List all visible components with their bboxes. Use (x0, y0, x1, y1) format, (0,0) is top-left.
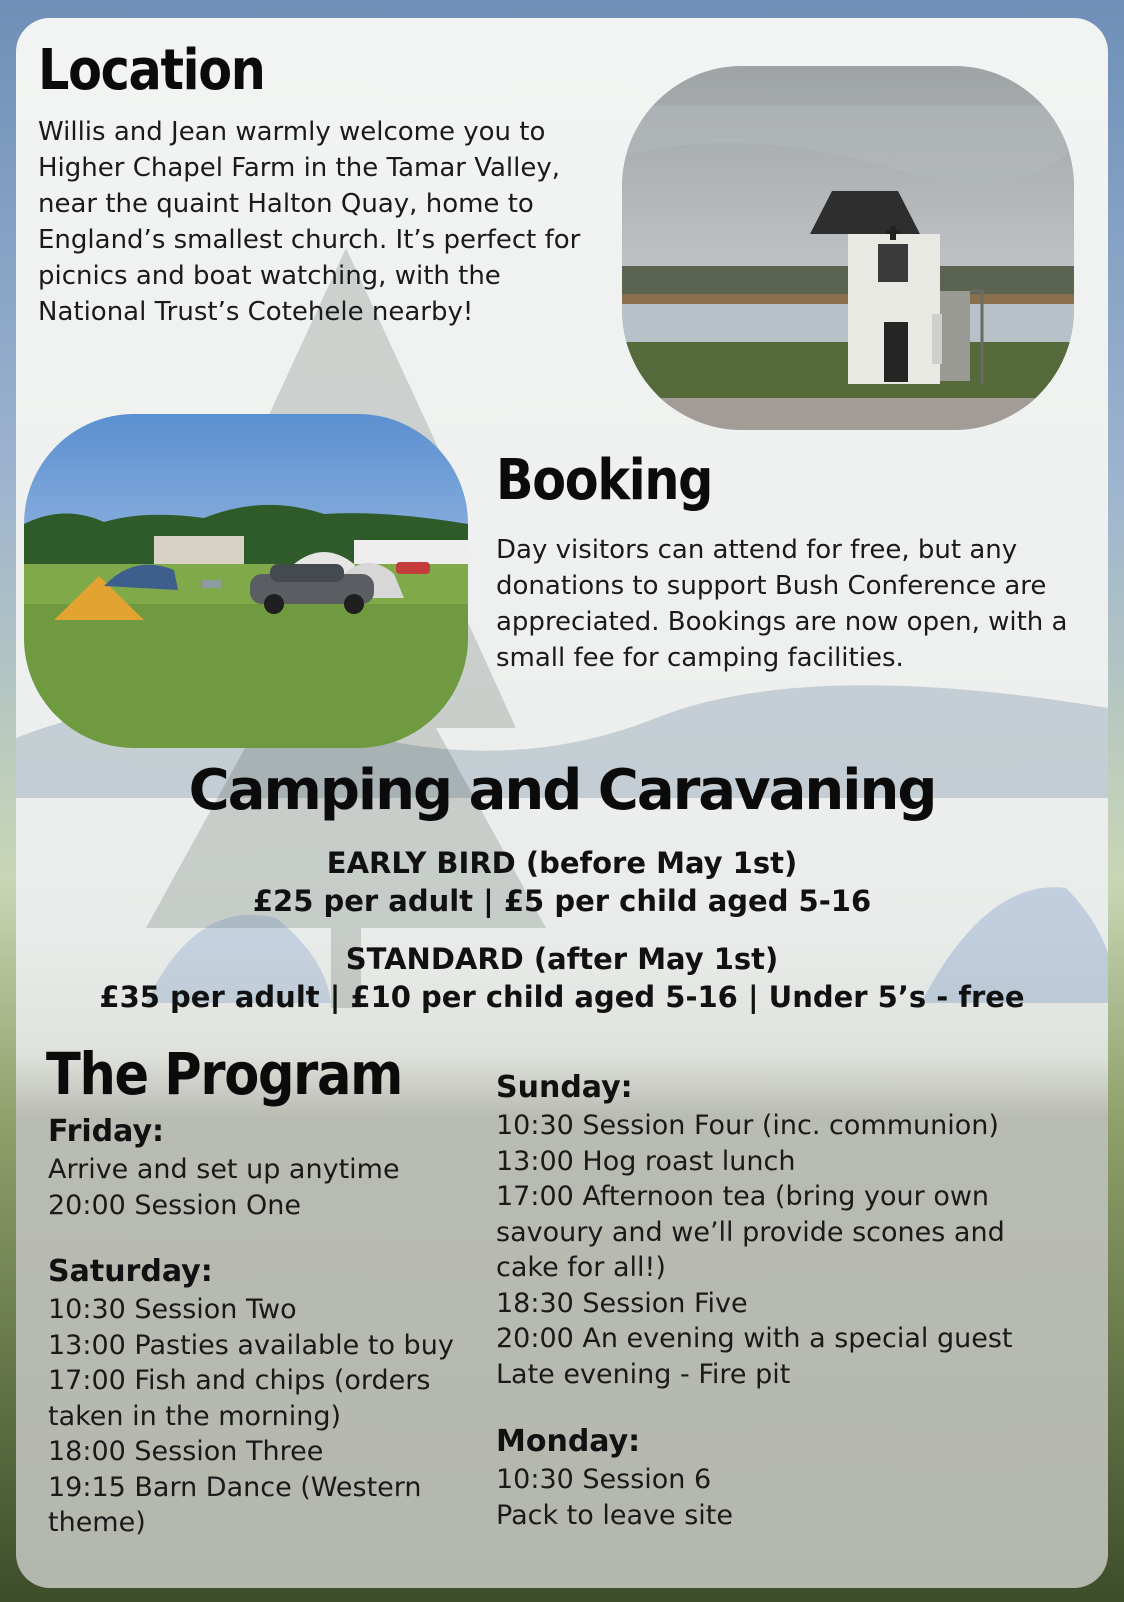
booking-description: Day visitors can attend for free, but any donations to support Bush Conference are appreciated. Bookings are now open, with a small fee for camping facilities. (496, 535, 1068, 673)
location-heading: Location (38, 38, 265, 103)
sunday-schedule (496, 1108, 1066, 1392)
early-bird-prices: £25 per adult | £5 per child aged 5-16 (252, 884, 872, 918)
flyer-panel (16, 18, 1108, 1588)
standard-prices: £35 per adult | £10 per child aged 5-16 | Under 5’s - free (99, 980, 1025, 1014)
campsite-photo (24, 414, 468, 748)
camping-heading: Camping and Caravaning (188, 758, 936, 823)
schedule-item: 20:00 Session One (48, 1189, 301, 1221)
schedule-item: 19:15 Barn Dance (Western theme) (48, 1471, 422, 1538)
schedule-item: 10:30 Session Two (48, 1294, 297, 1325)
monday-schedule (496, 1462, 1066, 1533)
schedule-item: Arrive and set up anytime (48, 1154, 400, 1185)
booking-heading: Booking (496, 448, 713, 513)
location-description: Willis and Jean warmly welcome you to Higher Chapel Farm in the Tamar Valley, near the quaint Halton Quay, home to England’s smallest church. It’s perfect for picnics and boat watching, with the National Trust’s Cotehele nearby! (38, 117, 581, 327)
schedule-item: 13:00 Pasties available to buy (48, 1329, 454, 1361)
friday-heading: Friday: (48, 1114, 165, 1149)
schedule-item: 10:30 Session Four (inc. communion) (496, 1110, 999, 1141)
standard-heading: STANDARD (after May 1st) (345, 942, 779, 976)
early-bird-heading: EARLY BIRD (before May 1st) (326, 846, 798, 880)
schedule-item: 17:00 Fish and chips (orders taken in the morning) (48, 1365, 431, 1432)
saturday-schedule (48, 1292, 488, 1541)
sunday-heading: Sunday: (496, 1070, 633, 1105)
schedule-item: Pack to leave site (496, 1499, 733, 1531)
schedule-item: 17:00 Afternoon tea (bring your own savoury and we’ll provide scones and cake for all!) (496, 1181, 1005, 1283)
schedule-item: 18:30 Session Five (496, 1287, 748, 1319)
schedule-item: 18:00 Session Three (48, 1436, 324, 1467)
program-heading: The Program (46, 1040, 403, 1108)
schedule-item: 10:30 Session 6 (496, 1464, 712, 1495)
saturday-heading: Saturday: (48, 1254, 213, 1289)
schedule-item: Late evening - Fire pit (496, 1358, 791, 1390)
monday-heading: Monday: (496, 1424, 641, 1459)
friday-schedule (48, 1152, 488, 1223)
church-photo (622, 66, 1074, 430)
schedule-item: 13:00 Hog roast lunch (496, 1145, 796, 1177)
schedule-item: 20:00 An evening with a special guest (496, 1323, 1013, 1354)
